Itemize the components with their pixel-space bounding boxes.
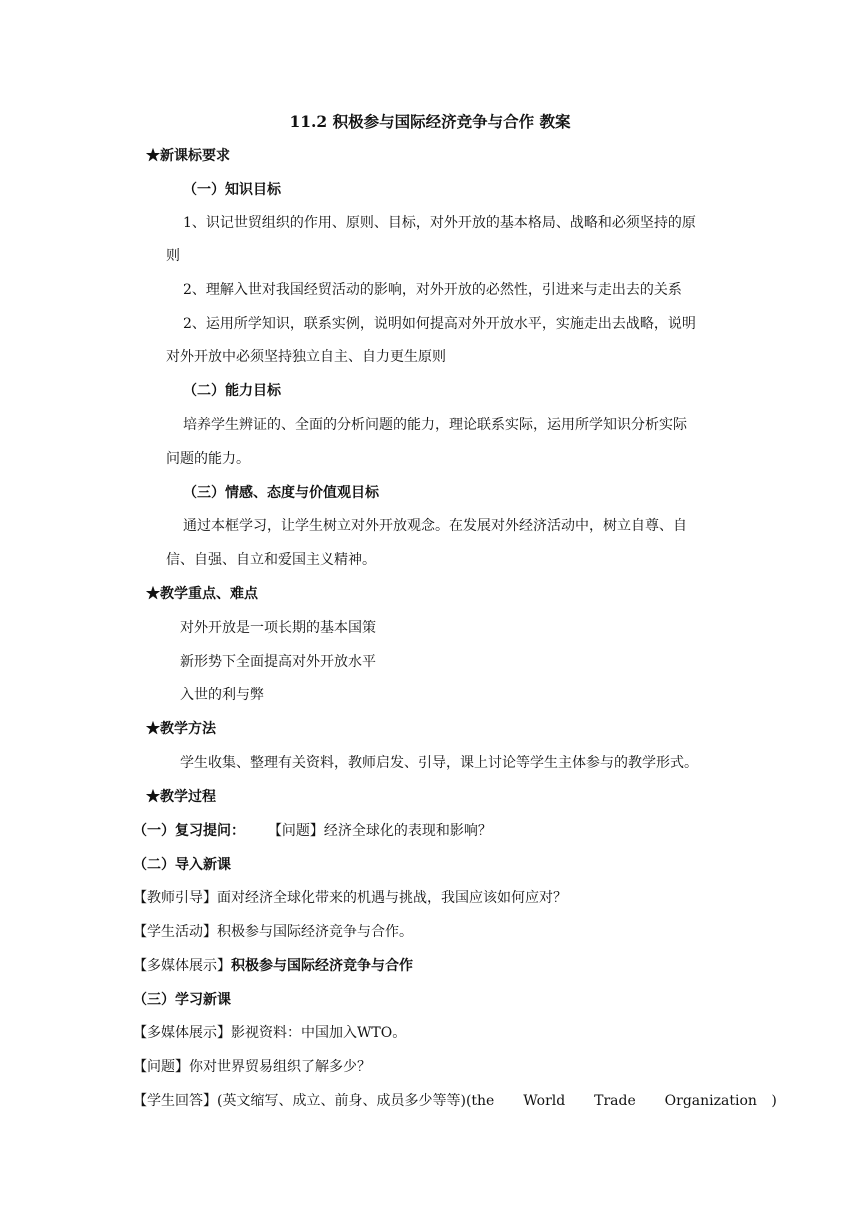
section-heading-process: ★教学过程 [146,789,216,805]
paragraph-knowledge-1-line1: 1、识记世贸组织的作用、原则、目标，对外开放的基本格局、战略和必须坚持的原 [183,215,696,231]
student-activity-row: 【学生活动】积极参与国际经济竞争与合作。 [133,924,413,940]
student-answer-label: 【学生回答】 [133,1093,217,1109]
section-heading-curriculum: ★新课标要求 [146,148,230,164]
student-answer-row [133,1091,777,1111]
paragraph-methods: 学生收集、整理有关资料，教师启发、引导，课上讨论等学生主体参与的教学形式。 [180,755,698,771]
review-heading: （一）复习提问： [133,823,245,839]
key-point-item: 入世的利与弊 [180,687,264,703]
review-question-row [133,821,492,841]
review-question: 【问题】经济全球化的表现和影响？ [267,823,492,839]
key-point-item: 对外开放是一项长期的基本国策 [180,620,376,636]
student-answer-text: (英文缩写、成立、前身、成员多少等等) [217,1093,466,1109]
paragraph-knowledge-3-line1: 2、运用所学知识，联系实例，说明如何提高对外开放水平，实施走出去战略，说明 [183,316,696,332]
paragraph-knowledge-2: 2、理解入世对我国经贸活动的影响，对外开放的必然性，引进来与走出去的关系 [183,282,682,298]
new-lesson-heading: （三）学习新课 [133,992,231,1008]
key-point-item: 新形势下全面提高对外开放水平 [180,654,376,670]
paragraph-values-line1: 通过本框学习，让学生树立对外开放观念。在发展对外经济活动中，树立自尊、自 [183,518,687,534]
paragraph-knowledge-1-line2: 则 [166,248,180,264]
subheading-values-goals: （三）情感、态度与价值观目标 [183,485,379,501]
subheading-ability-goals: （二）能力目标 [183,383,281,399]
subheading-knowledge-goals: （一）知识目标 [183,182,281,198]
document-title: 11.2 积极参与国际经济竞争与合作 教案 [289,112,571,131]
multimedia-row [133,956,413,976]
wto-english-name: (the World Trade Organization ) [465,1093,777,1109]
section-heading-key-points: ★教学重点、难点 [146,586,258,602]
multimedia-video-row: 【多媒体展示】影视资料：中国加入WTO。 [133,1025,407,1041]
teacher-guide-row: 【教师引导】面对经济全球化带来的机遇与挑战，我国应该如何应对？ [133,890,567,906]
intro-heading: （二）导入新课 [133,857,231,873]
multimedia-topic: 积极参与国际经济竞争与合作 [231,958,413,974]
question-wto-row: 【问题】你对世界贸易组织了解多少？ [133,1059,371,1075]
section-heading-methods: ★教学方法 [146,721,216,737]
multimedia-label: 【多媒体展示】 [133,958,231,974]
paragraph-ability-line2: 问题的能力。 [166,451,250,467]
paragraph-knowledge-3-line2: 对外开放中必须坚持独立自主、自力更生原则 [166,349,446,365]
paragraph-ability-line1: 培养学生辨证的、全面的分析问题的能力，理论联系实际，运用所学知识分析实际 [183,417,687,433]
paragraph-values-line2: 信、自强、自立和爱国主义精神。 [166,552,376,568]
